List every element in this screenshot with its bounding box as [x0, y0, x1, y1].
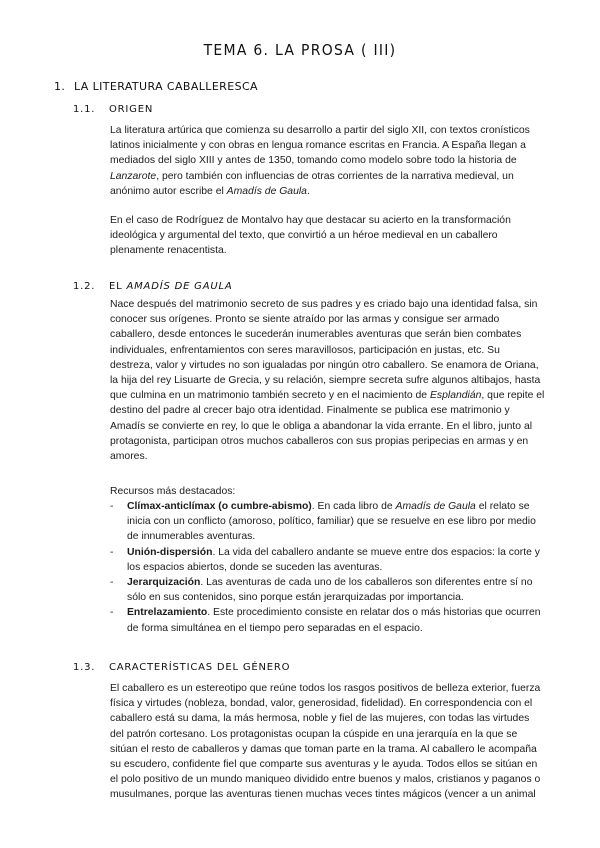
list-dash: - [110, 501, 114, 512]
list-item [110, 545, 545, 575]
text-run: La literatura artúrica que comienza su desarrollo a partir del siglo XII, con textos cronísticos latinos inicialmente y con obras en lengua romance escritas en Francia. A España llegan a mediados del siglo XIII y antes de 1350, tomando como modelo sobre todo la historia de [110, 125, 530, 167]
resource-term: Entrelazamiento [127, 607, 208, 619]
subsection-title-prefix: EL [109, 281, 123, 292]
origen-paragraph-2: En el caso de Rodríguez de Montalvo hay que destacar su acierto en la transformación ideológica y argumental del texto, que convirtió a un héroe medieval en un caballero plenamente renacentista. [110, 215, 511, 257]
list-dash: - [110, 546, 114, 558]
list-item [110, 605, 545, 635]
subsection-heading-caracteristicas [73, 662, 290, 673]
document-title: TEMA 6. LA PROSA ( III) [203, 41, 397, 59]
text-run: el relato se inicia con un conflicto (amoroso, político, familiar) que se resuelve en ese libro por medio de innumerables aventuras. [127, 501, 536, 543]
subsection-number: 1.1. [73, 104, 96, 115]
section-number: 1. [54, 80, 66, 93]
list-item [110, 575, 545, 605]
subsection-number: 1.3. [73, 662, 96, 673]
subsection-title: CARACTERÍSTICAS DEL GÉNERO [109, 662, 291, 673]
section-heading-literatura-caballeresca [54, 80, 258, 93]
resources-list [110, 499, 545, 636]
text-run: . La vida del caballero andante se mueve entre dos espacios: la corte y los espacios abiertos, donde se suceden las aventuras. [127, 546, 540, 573]
italic-name-esplandian: Esplandián [429, 390, 482, 402]
section-title: LA LITERATURA CABALLERESCA [74, 80, 258, 93]
text-run: . En cada libro de [311, 501, 396, 512]
caracteristicas-paragraph-1: El caballero es un estereotipo que reúne todos los rasgos positivos de belleza exterior, fuerza física y virtudes (nobleza, bondad, valor, generosidad, fidelidad). En correspondencia con el caballero está su dama, la más hermosa, noble y fiel de las mujeres, con todas las virtudes del patrón cortesano. Los protagonistas ocupan la cúspide en una jerarquía en la que se sitúan el resto de caballeros y damas que toman parte en la trama. Al caballero le acompaña su escudero, confidente fiel que comparte sus aventuras y le ayuda. Todos ellos se sitúan en el polo positivo de un mundo maniqueo dividido entre buenos y malos, cristianos y paganos o musulmanes, porque las aventuras tienen muchas veces tintes mágicos (vencer a un animal [110, 683, 541, 801]
text-run: , pero también con influencias de otras corrientes de la narrativa medieval, un anónimo autor escribe el [110, 170, 514, 197]
text-run: . [306, 185, 310, 197]
subsection-title-italic: AMADÍS DE GAULA [126, 281, 233, 292]
subsection-heading-origen [73, 104, 153, 115]
resources-heading: Recursos más destacados: [110, 486, 236, 497]
list-dash: - [110, 577, 114, 589]
list-item [110, 499, 545, 545]
subsection-heading-amadis [73, 281, 233, 292]
resource-term: Unión-dispersión [127, 546, 213, 558]
italic-title-amadis: Amadís de Gaula [395, 501, 476, 512]
resource-term: Jerarquización [127, 577, 201, 589]
origen-paragraph-1 [110, 123, 545, 199]
subsection-title: ORIGEN [109, 104, 154, 115]
italic-title-amadis: Amadís de Gaula [226, 185, 307, 197]
resource-term: Clímax-anticlímax (o cumbre-abismo) [127, 501, 312, 512]
subsection-number: 1.2. [73, 281, 96, 292]
text-run: Nace después del matrimonio secreto de sus padres y es criado bajo una identidad falsa, sin conocer sus orígenes. Pronto se siente atraído por las armas y consigue ser armado caballero, desde entonces le sucederán inumerables aventuras que serán bien combates individuales, enfrentamientos con seres maravillosos, participación en justas, etc. Su destreza, valor y virtudes no son igualadas por ningún otro caballero. Se enamora de Oriana, la hija del rey Lisuarte de Grecia, y su relación, siempre secreta sufre algunos altibajos, hasta que culmina en un matrimonio también secreto y en el nacimiento de [110, 299, 541, 402]
amadis-paragraph-1 [110, 297, 545, 464]
list-dash: - [110, 607, 114, 619]
text-run: , que repite el destino del padre al crecer bajo otra identidad. Finalmente se publica ese matrimonio y Amadís se convierte en rey, lo que le obliga a abandonar la vida errante. En el libro, junto al protagonista, participan otros muchos caballeros con sus propias peripecias en armas y en amores. [110, 390, 545, 463]
text-run: . Este procedimiento consiste en relatar dos o más historias que ocurren de forma simultánea en el tiempo pero separadas en el espacio. [127, 607, 541, 634]
italic-title-lanzarote: Lanzarote [110, 170, 157, 182]
text-run: . Las aventuras de cada uno de los caballeros son diferentes entre sí no sólo en sus contenidos, sino porque están jerarquizadas por importancia. [127, 577, 533, 604]
